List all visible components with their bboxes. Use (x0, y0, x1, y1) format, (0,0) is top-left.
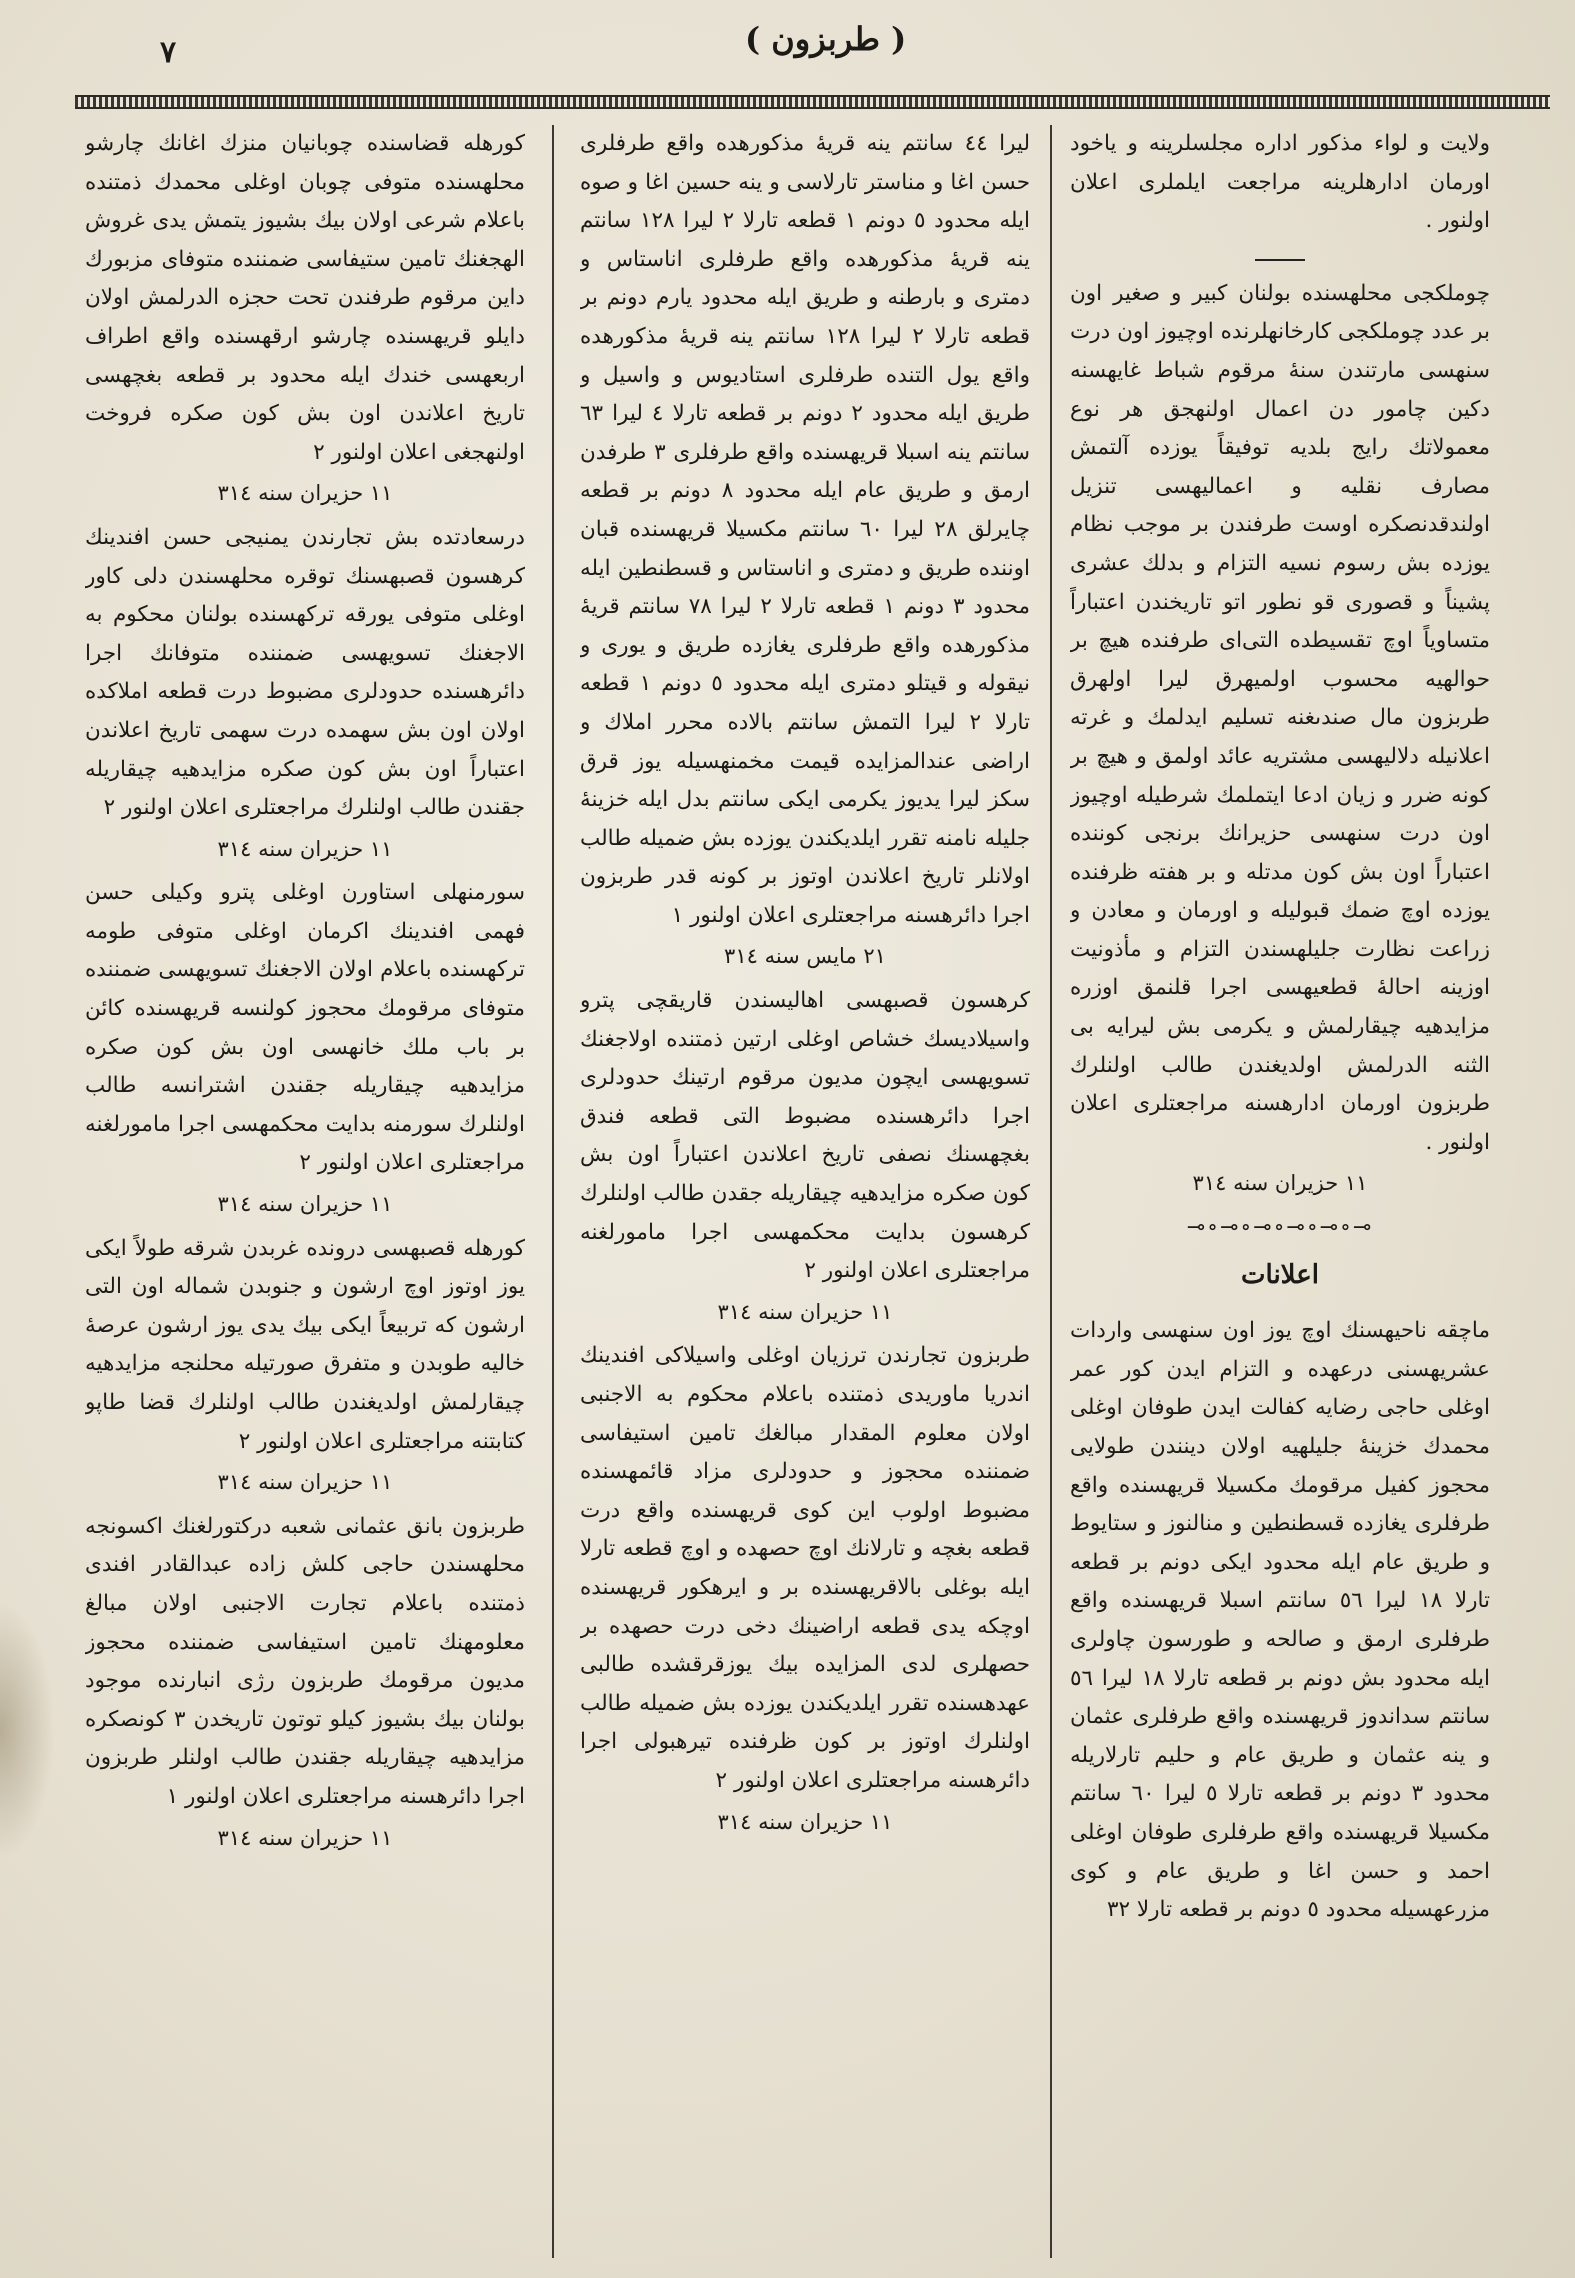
section-heading: اعلانات (1241, 1259, 1319, 1290)
notice-text: طربزون تجارندن ترزيان اوغلى واسيلاكى افندينك اندريا ماوريدى ذمتنده باعلام محكوم به الاجنبى اولان معلوم المقدار مبالغك تامين استيفاسى ضمننده محجوز و حدودلرى مزاد قائمهسنده مضبوط اولوب اين كوى قريهسنده واقع درت قطعه بغچه و تارلانك اوچ حصهده و اوچ قطعه تارلا ايله بوغلى بالاقريهسنده بر و ايرهكور قريهسنده اوچكه يدى قطعه اراضينك دخى درت حصهده بر حصهلرى لدى المزايده بيك يوزقرقشده طالبى عهدهسنده تقرر ايلديكندن يوزده بش ضميله طالب اولنلرك اوتوز بر كون ظرفنده تيرهبولى اجرا دائرهسنه مراجعتلرى اعلان اولنور ٢ (580, 1343, 1030, 1793)
notice-text: ماچقه ناحيهسنك اوچ يوز اون سنهسى واردات عشريهسنى درعهده و التزام ايدن كور عمر اوغلى حاجى رضايه كفالت ايدن طوفان اوغلى محمدك خزينهٔ جليلهيه اولان دينندن طولايى محجوز كفيل مرقومك مكسيلا قريهسنده واقع طرفلرى يغازده قسطنطين و منالنوز و ستايوط و طريق عام ايله محدود ايكى دونم بر قطعه تارلا ١٨ ليرا ٥٦ سانتم اسبلا قريهسنده واقع طرفلرى ارمق و صالحه و طورسون چاولرى ايله محدود بش دونم بر قطعه تارلا ١٨ ليرا ٥٦ سانتم سداندوز قريهسنده واقع طرفلرى عثمان و ينه عثمان و طريق عام و حليم تارلاريله محدود ٣ دونم بر قطعه تارلا ٥ ليرا ٦٠ سانتم مكسيلا قريهسنده واقع طرفلرى طوفان اوغلى احمد و حسن اغا و طريق عام و كوى مزرعهسيله محدود ٥ دونم بر قطعه تارلا ٣٢ (1070, 1318, 1490, 1923)
notice (85, 1230, 525, 1502)
ornament-divider: ⊸∘⊸∘⊸∘⊸∘⊸∘⊸ (1186, 1215, 1374, 1241)
notice-date: ٢١ مايس سنه ٣١٤ (724, 944, 886, 969)
notice-text: كورهله قصبهسى درونده غربدن شرقه طولاً ايكى يوز اوتوز اوچ ارشون و جنوبدن شماله اون التى ارشون كه تربيعاً ايكى بيك يدى يوز ارشون عرصهٔ خاليه طوبدن و متفرق صورتيله محلنجه مزايدهيه چيقارلمش اولديغندن طالب اولنلرك قضا طاپو كتابتنه مراجعتلرى اعلان اولنور ٢ (85, 1235, 525, 1454)
notice-text: طربزون بانق عثمانى شعبه دركتورلغنك اكسونجه محلهسندن حاجى كلش زاده عبدالقادر افندى ذمتنده باعلام تجارت الاجنبى اولان مبالغ معلومهنك تامين استيفاسى ضمننده محجوز مديون مرقومك طربزون رژى انبارنده موجود بولنان بيك بشيوز كيلو توتون تاريخدن ٣ كونصكره مزايدهيه چيقاريله جقندن طالب اولنلر طربزون اجرا دائرهسنه مراجعتلرى اعلان اولنور ١ (85, 1513, 525, 1809)
notice (580, 1337, 1030, 1841)
left-column (85, 125, 525, 2263)
header-rule (75, 95, 1550, 109)
middle-column (580, 125, 1030, 2263)
notice-date: ١١ حزيران سنه ٣١٤ (217, 1192, 393, 1217)
notice-date: ١١ حزيران سنه ٣١٤ (217, 1470, 393, 1495)
notice (85, 125, 525, 513)
notice-text: ليرا ٤٤ سانتم ينه قريهٔ مذكورهده واقع طرفلرى حسن اغا و مناستر تارلاسى و ينه حسين اغا و صوه ايله محدود ٥ دونم ١ قطعه تارلا ٢ ليرا ١٢٨ سانتم ينه قريهٔ مذكورهده واقع طرفلرى اناستاس و دمترى و بارطنه و طريق ايله محدود يارم دونم بر قطعه تارلا ٢ ليرا ١٢٨ سانتم ينه قريهٔ مذكورهده واقع يول التنده طرفلرى استاديوس و واسيل و طريق ايله محدود ٢ دونم بر قطعه تارلا ٤ ليرا ٦٣ سانتم ينه اسبلا قريهسنده واقع طرفلرى ٣ طرفدن ارمق و طريق عام ايله محدود ٨ دونم بر قطعه چايرلق ٢٨ ليرا ٦٠ سانتم مكسيلا قريهسنده قبان اوننده طريق و دمترى و اناستاس و قسطنطين ايله محدود ٣ دونم ١ قطعه تارلا ٢ ليرا ٧٨ سانتم قريهٔ مذكورهده واقع طرفلرى يغازده طريق و يورى و نيقوله و قيتلو دمترى ايله محدود ٥ دونم ١ قطعه تارلا ٢ ليرا التمش سانتم بالاده محرر املاك و اراضى عندالمزايده قيمت مخمنهسيله يوز قرق سكز ليرا يديوز يكرمى ايكى سانتم بدل ايله خزينهٔ جليله نامنه تقرر ايلديكندن يوزده بش ضميله طالب اولانلر تاريخ اعلاندن اوتوز بر كونه قدر طربزون اجرا دائرهسنه مراجعتلرى اعلان اولنور ١ (580, 131, 1030, 928)
notice (580, 125, 1030, 976)
notice (1070, 125, 1490, 241)
notice (85, 1508, 525, 1857)
notice-text: ولايت و لواء مذكور اداره مجلسلرينه و ياخود اورمان ادارهلرينه مراجعت ايلملرى اعلان اولنور . (1070, 131, 1490, 234)
notice (1070, 275, 1490, 1203)
column-divider (1050, 125, 1052, 2258)
right-column (1070, 125, 1490, 2263)
column-divider (552, 125, 554, 2258)
notice-date: ١١ حزيران سنه ٣١٤ (717, 1299, 893, 1324)
notice-date: ١١ حزيران سنه ٣١٤ (717, 1809, 893, 1834)
notice (85, 519, 525, 868)
separator (1255, 259, 1305, 261)
notice-date: ١١ حزيران سنه ٣١٤ (217, 836, 393, 861)
notice-date: ١١ حزيران سنه ٣١٤ (1192, 1171, 1368, 1196)
notice-text: كورهله قضاسنده چوبانيان منزك اغانك چارشو محلهسنده متوفى چوبان اوغلى محمدك ذمتنده باعلام شرعى اولان بيك بشيوز يتمش يدى غروش الهجغنك تامين ستيفاسى ضمننده متوفاى مزبورك داين مرقوم طرفندن تحت حجزه الدرلمش اولان دايلو قريهسنده چارشو ارقهسنده واقع اطراف اربعهسى خندك ايله محدود بر قطعه بغچهسى تاريخ اعلاندن اون بش كون صكره فروخت اولنهجغى اعلان اولنور ٢ (85, 131, 525, 465)
notice-text: چوملكجى محلهسنده بولنان كبير و صغير اون بر عدد چوملكجى كارخانهلرنده اوچيوز اون درت سنهسى مارتندن سنهٔ مرقوم شباط غايهسنه دكين چامور دن اعمال اولنهجق هر نوع معمولاتك رايج بلديه توفيقاً يوزده آلتمش مصارف نقليه و اعماليهسى تنزيل اولندقدنصكره اوست طرفندن بر موجب نظام يوزده بش رسوم نسيه التزام و بدلك عشرى پشيناً و قصورى قو نطور اتو تاريخندن اعتباراً متساوياً اوچ تقسيطده التى‌اى طرفنده هيچ بر حوالهيه محسوب اولميهرق ليرا اولهرق طربزون مال صندىغنه تسليم ايدلمك و غرته اعلانيله دلاليهسى مشتريه عائد اولمق و هيچ بر كونه ضرر و زيان ادعا ايتملمك شرطيله اوچيوز اون درت سنهسى حزيرانك برنجى كوننده اعتباراً اون بش كون مدتله و بر هفته ظرفنده يوزده اوچ ضمك قبوليله و اورمان و معادن و زراعت نظارت جليلهسندن التزام و مأذونيت اوزينه احالهٔ قطعيهسى اجرا قلنمق اوزره مزايدهيه چيقارلمش و يكرمى بش ليرايه بى الثنه الدرلمش اولديغندن طالب اولنلرك طربزون اورمان ادارهسنه مراجعتلرى اعلان اولنور . (1070, 280, 1490, 1155)
notice (85, 874, 525, 1223)
running-title: ( طربزون ) (745, 20, 907, 58)
notice-date: ١١ حزيران سنه ٣١٤ (217, 481, 393, 506)
page-number: ٧ (160, 35, 177, 70)
notice (1070, 1312, 1490, 1930)
notice-text: درسعادتده بش تجارندن يمنيجى حسن افندينك كرهسون قصبهسنك توقره محلهسندن دلى كاور اوغلى متوفى يورقه تركهسنده بولنان محكوم به الاجغنك تسويهسى ضمننده متوفانك اجرا دائرهسنده حدودلرى مضبوط درت قطعه املاكده اولان اون بش سهمده درت سهمى تاريخ اعلاندن اعتباراً اون بش كون صكره مزايدهيه چيقاريله جقندن طالب اولنلرك مراجعتلرى اعلان اولنور ٢ (85, 524, 525, 821)
notice-text: كرهسون قصبهسى اهاليسندن قاريقچى پترو واسيلاديسك خشاص اوغلى ارتين ذمتنده اولاجغنك تسويهسى ايچون مديون مرقوم ارتينك حدودلرى اجرا دائرهسنده مضبوط التى قطعه فندق بغچهسنك نصفى تاريخ اعلاندن اعتباراً اون بش كون صكره مزايدهيه چيقاريله جقدن طالب اولنلرك كرهسون بدايت محكمهسى اجرا مامورلغنه مراجعتلرى اعلان اولنور ٢ (580, 988, 1030, 1284)
paper-stain (0, 1600, 55, 1860)
notice-text: سورمنهلى استاورن اوغلى پترو وكيلى حسن فهمى افندينك اكرمان اوغلى متوفى طومه تركهسنده باعلام اولان الاجغنك تسويهسى ضمننده متوفاى مرقومك محجوز كولنسه قريهسنده كائن بر باب ملك خانهسى اون بش كون صكره مزايدهيه چيقاريله جقندن اشترانسه طالب اولنلرك سورمنه بدايت محكمهسى اجرا مامورلغنه مراجعتلرى اعلان اولنور ٢ (85, 880, 525, 1176)
notice (580, 982, 1030, 1331)
notice-date: ١١ حزيران سنه ٣١٤ (217, 1825, 393, 1850)
